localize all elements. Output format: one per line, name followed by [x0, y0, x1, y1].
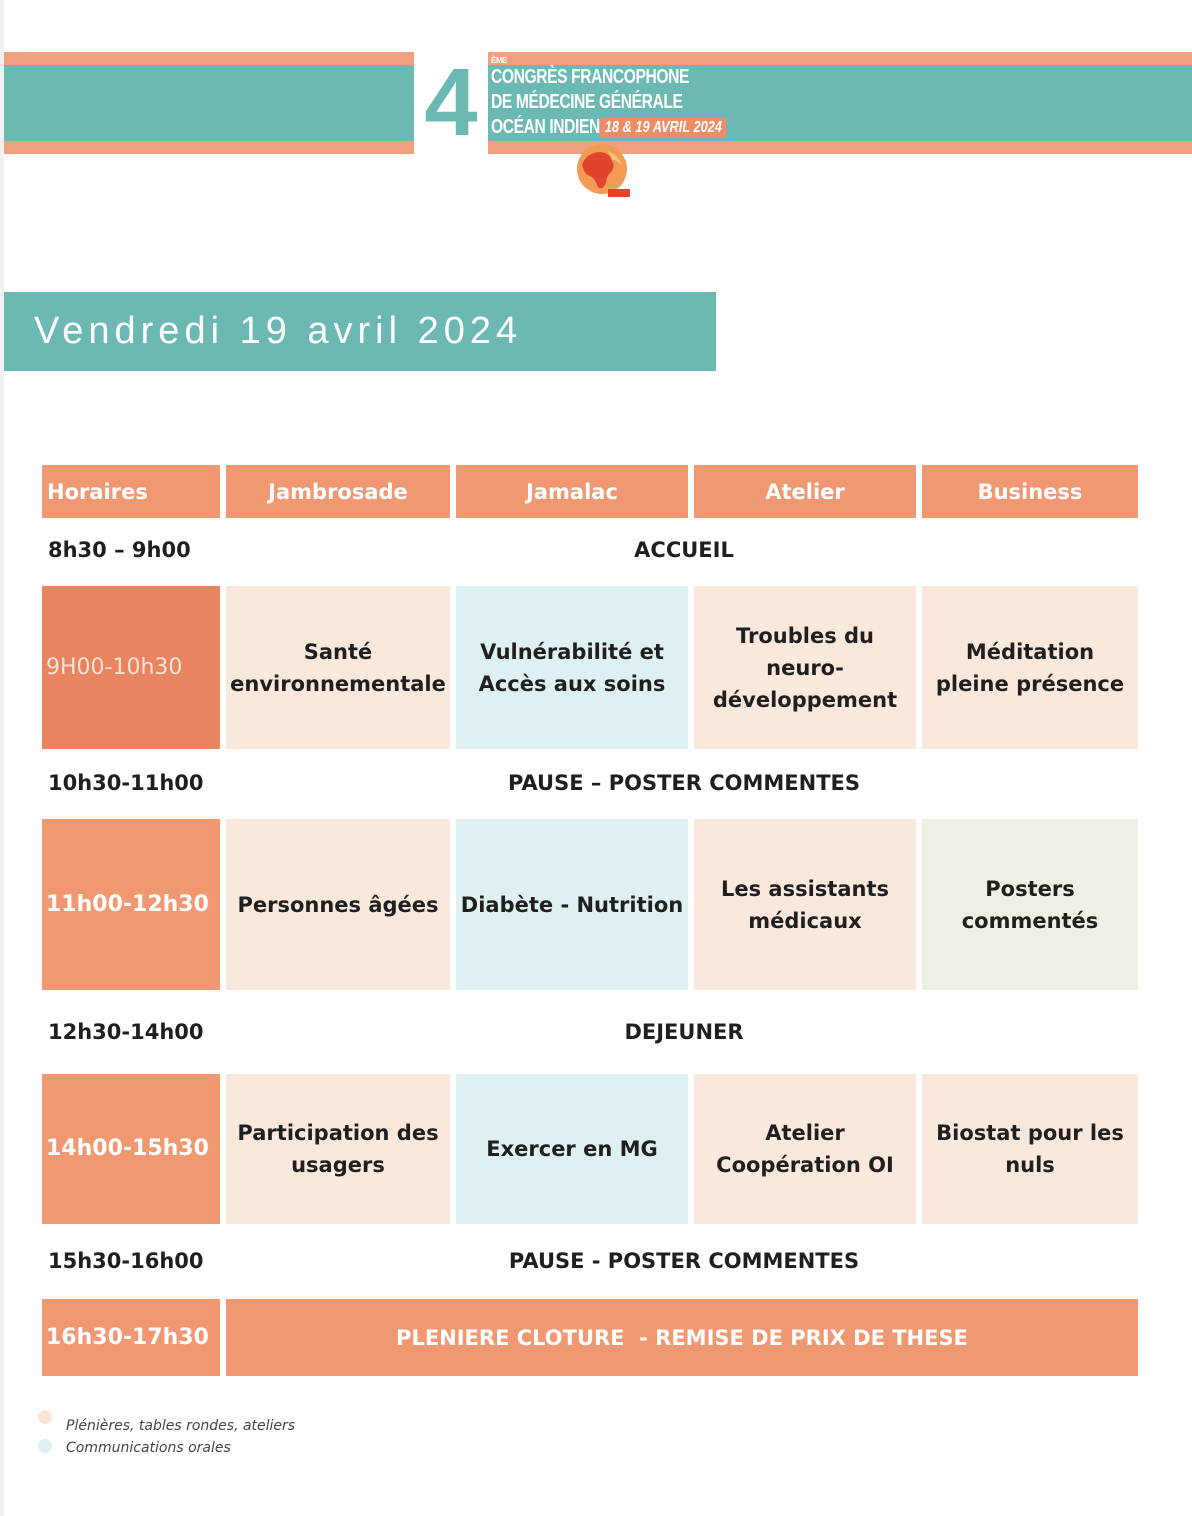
congress-title-line3: OCÉAN INDIEN: [491, 116, 600, 138]
break-time-pause: 15h30-16h00: [48, 1249, 204, 1273]
congress-title-line2: DE MÉDECINE GÉNÉRALE: [491, 91, 683, 113]
session-cell: Santé environnementale: [226, 586, 450, 749]
break-time-accueil: 8h30 – 9h00: [48, 538, 191, 562]
session-cell: Méditation pleine présence: [922, 586, 1138, 749]
session-cell: Diabète - Nutrition: [456, 819, 688, 990]
header-jambrosade: Jambrosade: [226, 465, 450, 518]
day-title: Vendredi 19 avril 2024: [34, 310, 523, 352]
session-cell: Posters commentés: [922, 819, 1138, 990]
legend-communications: Communications orales: [66, 1440, 231, 1456]
session-time: 9H00-10h30: [42, 586, 220, 749]
break-time-dejeuner: 12h30-14h00: [48, 1020, 204, 1044]
legend-plenieres: Plénières, tables rondes, ateliers: [66, 1418, 296, 1434]
break-label-accueil: ACCUEIL: [634, 538, 734, 562]
break-label-pause: PAUSE - POSTER COMMENTES: [508, 1249, 860, 1273]
globe-africa-icon: [572, 143, 632, 199]
session-cell: Les assistants médicaux: [694, 819, 916, 990]
legend-swatch-plenieres: [38, 1410, 52, 1424]
congress-title-line1: CONGRÈS FRANCOPHONE: [491, 66, 690, 88]
congress-edition-number: 4: [414, 52, 488, 154]
congress-dates: 18 & 19 AVRIL 2024: [600, 118, 727, 138]
legend-swatch-communications: [38, 1439, 52, 1453]
header-atelier: Atelier: [694, 465, 916, 518]
break-label-dejeuner: DEJEUNER: [624, 1020, 744, 1044]
session-cell: Vulnérabilité et Accès aux soins: [456, 586, 688, 749]
session-cell: Troubles du neuro-développement: [694, 586, 916, 749]
edition-superscript: ÈME: [491, 56, 507, 65]
day-header: [4, 292, 716, 371]
session-cell: Atelier Coopération OI: [694, 1074, 916, 1224]
header-business: Business: [922, 465, 1138, 518]
header-jamalac: Jamalac: [456, 465, 688, 518]
closing-plenary: PLENIERE CLOTURE - REMISE DE PRIX DE THESE: [226, 1299, 1138, 1376]
session-cell: Exercer en MG: [456, 1074, 688, 1224]
session-cell: Participation des usagers: [226, 1074, 450, 1224]
break-label-pause: PAUSE – POSTER COMMENTES: [507, 771, 860, 795]
session-cell: Personnes âgées: [226, 819, 450, 990]
session-time: 14h00-15h30: [42, 1074, 220, 1224]
session-time: 11h00-12h30: [42, 819, 220, 990]
program-page: [4, 0, 1192, 1516]
break-time-pause: 10h30-11h00: [48, 771, 204, 795]
session-time: 16h30-17h30: [42, 1299, 220, 1376]
header-horaires: Horaires: [42, 465, 220, 518]
session-cell: Biostat pour les nuls: [922, 1074, 1138, 1224]
